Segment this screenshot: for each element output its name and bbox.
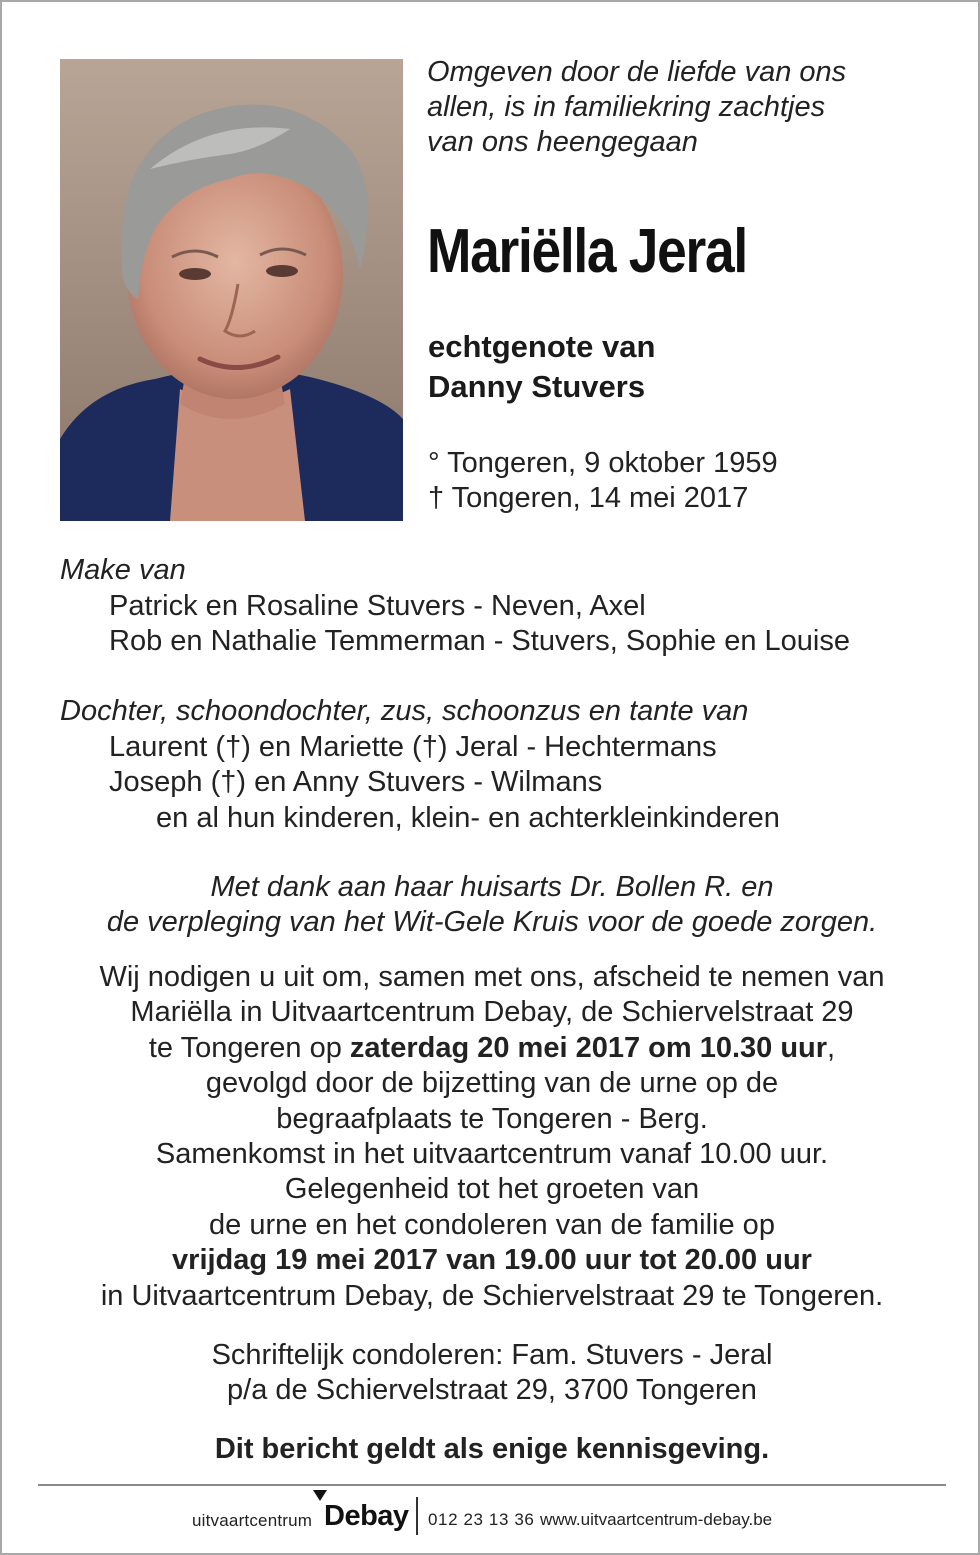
spouse-name: Danny Stuvers [428, 369, 646, 404]
intro-text [427, 55, 947, 160]
portrait-photo [60, 59, 403, 521]
invitation-line: begraafplaats te Tongeren - Berg. [276, 1102, 708, 1135]
condolence-address: p/a de Schiervelstraat 29, 3700 Tongeren [227, 1374, 757, 1407]
mother-of-section [60, 553, 850, 660]
footer-brand-prefix: uitvaartcentrum [192, 1511, 313, 1530]
family-extra-line: en al hun kinderen, klein- en achterkleinkinderen [156, 801, 780, 834]
spouse-line: echtgenote van [428, 329, 656, 364]
invitation-text: , [827, 1031, 836, 1064]
footer-divider [38, 1484, 946, 1486]
invitation-line: Gelegenheid tot het groeten van [284, 1173, 700, 1206]
footer-website: www.uitvaartcentrum-debay.be [540, 1510, 773, 1529]
invitation-line: Mariëlla in Uitvaartcentrum Debay, de Schiervelstraat 29 [130, 996, 854, 1029]
intro-line: allen, is in familiekring zachtjes [427, 91, 826, 123]
spouse-info [428, 327, 655, 407]
intro-line: Omgeven door de liefde van ons [427, 56, 847, 88]
thanks-line: Met dank aan haar huisarts Dr. Bollen R. en [210, 871, 774, 903]
family-line: Joseph (†) en Anny Stuvers - Wilmans [109, 766, 603, 798]
mother-of-heading: Make van [60, 554, 186, 586]
notice-text: Dit bericht geldt als enige kennisgeving. [214, 1433, 770, 1465]
ceremony-datetime: zaterdag 20 mei 2017 om 10.30 uur [349, 1031, 828, 1064]
life-dates [428, 446, 778, 516]
visitation-datetime: vrijdag 19 mei 2017 van 19.00 uur tot 20.00 uur [172, 1244, 812, 1277]
invitation-line: Samenkomst in het uitvaartcentrum vanaf 10.00 uur. [155, 1138, 829, 1171]
invitation-text: te Tongeren op [148, 1031, 350, 1064]
family-line: Laurent (†) en Mariette (†) Jeral - Hechtermans [109, 730, 717, 763]
relatives-section [60, 694, 780, 836]
invitation-line [42, 1031, 942, 1066]
condolence-line: Schriftelijk condoleren: Fam. Stuvers - Jeral [211, 1339, 773, 1371]
footer [2, 1494, 978, 1544]
family-line: Patrick en Rosaline Stuvers - Neven, Axel [109, 589, 646, 622]
death-date: † Tongeren, 14 mei 2017 [428, 482, 749, 514]
footer-separator [416, 1497, 418, 1535]
thanks-section [42, 870, 942, 941]
invitation-section [42, 960, 942, 1314]
footer-phone: 012 23 13 36 [428, 1510, 535, 1529]
invitation-line: gevolgd door de bijzetting van de urne op de [205, 1067, 779, 1100]
deceased-name: Mariëlla Jeral [427, 217, 747, 286]
portrait-illustration [60, 59, 403, 521]
thanks-line: de verpleging van het Wit-Gele Kruis voor de goede zorgen. [106, 906, 878, 939]
family-line: Rob en Nathalie Temmerman - Stuvers, Sophie en Louise [109, 625, 850, 657]
relatives-heading: Dochter, schoondochter, zus, schoonzus en tante van [60, 695, 749, 727]
invitation-line: Wij nodigen u uit om, samen met ons, afscheid te nemen van [99, 961, 885, 993]
birth-date: ° Tongeren, 9 oktober 1959 [428, 447, 778, 479]
footer-brand-name: Debay [324, 1500, 409, 1532]
condolence-section [42, 1338, 942, 1409]
invitation-line: in Uitvaartcentrum Debay, de Schiervelstraat 29 te Tongeren. [100, 1279, 884, 1312]
intro-line: van ons heengegaan [427, 126, 698, 158]
invitation-line: de urne en het condoleren van de familie op [209, 1208, 775, 1241]
